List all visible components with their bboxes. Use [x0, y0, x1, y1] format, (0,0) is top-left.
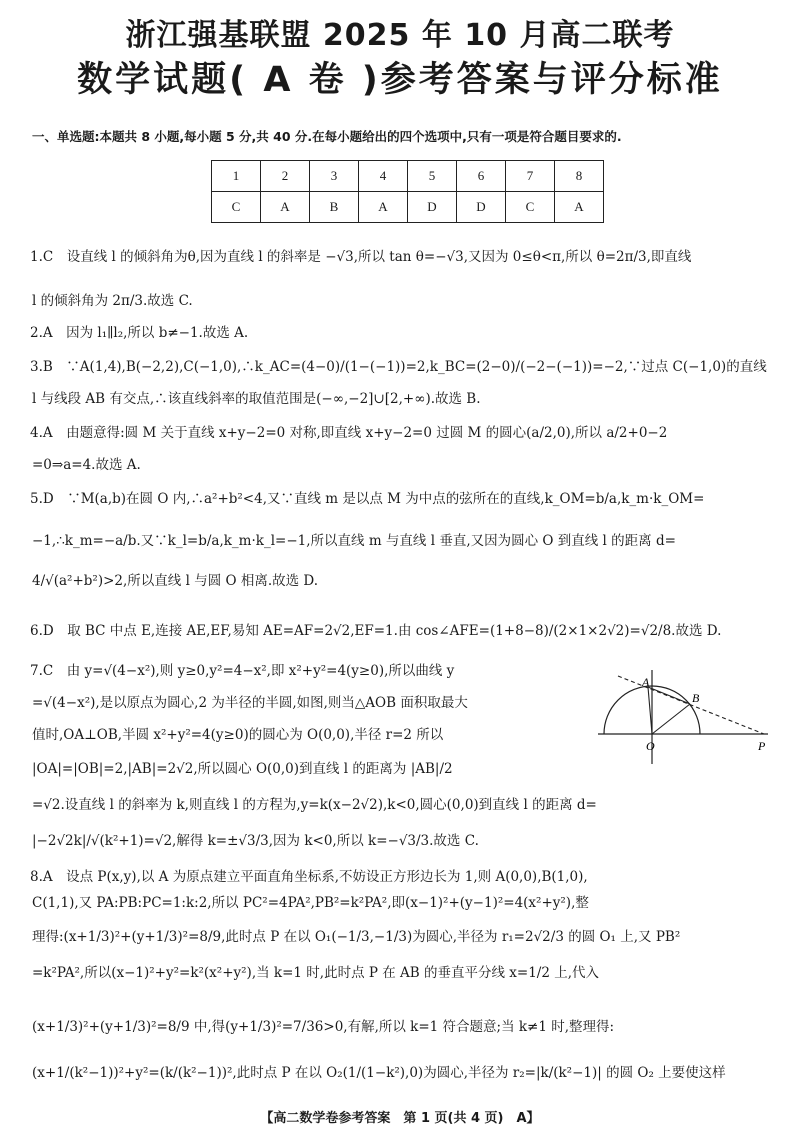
answer-table-numbers — [212, 161, 604, 192]
solution-3-line-2: l 与线段 AB 有交点,∴该直线斜率的取值范围是(−∞,−2]∪[2,+∞).故选 B. — [32, 391, 481, 407]
question-number: 4 — [359, 161, 408, 192]
solution-8-line-4: =k²PA²,所以(x−1)²+y²=k²(x²+y²),当 k=1 时,此时点 P 在 AB 的垂直平分线 x=1/2 上,代入 — [32, 965, 600, 981]
solution-7-line-1: 7.C 由 y=√(4−x²),则 y≥0,y²=4−x²,即 x²+y²=4(y≥0),所以曲线 y — [30, 663, 455, 679]
solution-7-line-2: =√(4−x²),是以原点为圆心,2 为半径的半圆,如图,则当△AOB 面积取最大 — [32, 695, 468, 711]
line-l — [618, 676, 764, 734]
solution-6: 6.D 取 BC 中点 E,连接 AE,EF,易知 AE=AF=2√2,EF=1.由 cos∠AFE=(1+8−8)/(2×1×2√2)=√2/8.故选 D. — [30, 623, 722, 639]
question-number: 7 — [506, 161, 555, 192]
solution-7-line-3: 值时,OA⊥OB,半圆 x²+y²=4(y≥0)的圆心为 O(0,0),半径 r=2 所以 — [32, 727, 444, 743]
solution-1-line-2: l 的倾斜角为 2π/3.故选 C. — [32, 293, 193, 309]
answer-choice: B — [310, 192, 359, 223]
answer-table-choices — [212, 192, 604, 223]
question-number: 2 — [261, 161, 310, 192]
question-number: 5 — [408, 161, 457, 192]
page-title: 浙江强基联盟 2025 年 10 月高二联考 — [125, 18, 675, 53]
solution-5-line-1: 5.D ∵M(a,b)在圆 O 内,∴a²+b²<4,又∵直线 m 是以点 M 为中点的弦所在的直线,k_OM=b/a,k_m·k_OM= — [30, 491, 705, 507]
question-number: 8 — [555, 161, 604, 192]
solution-7-line-5: =√2.设直线 l 的斜率为 k,则直线 l 的方程为,y=k(x−2√2),k<0,圆心(0,0)到直线 l 的距离 d= — [32, 797, 597, 813]
page-footer: 【高二数学卷参考答案 第 1 页(共 4 页) A】 — [260, 1111, 540, 1126]
answer-choice: A — [555, 192, 604, 223]
solution-8-line-2: C(1,1),又 PA:PB:PC=1:k:2,所以 PC²=4PA²,PB²=k²PA²,即(x−1)²+(y−1)²=4(x²+y²),整 — [32, 895, 589, 911]
solution-8-line-3: 理得:(x+1/3)²+(y+1/3)²=8/9,此时点 P 在以 O₁(−1/3,−1/3)为圆心,半径为 r₁=2√2/3 的圆 O₁ 上,又 PB² — [32, 929, 681, 945]
solution-8-line-1: 8.A 设点 P(x,y),以 A 为原点建立平面直角坐标系,不妨设正方形边长为 1,则 A(0,0),B(1,0), — [30, 869, 588, 885]
page-subtitle: 数学试题( A 卷 )参考答案与评分标准 — [77, 60, 723, 100]
answer-choice: C — [212, 192, 261, 223]
label-o: O — [646, 739, 655, 753]
solution-5-line-3: 4/√(a²+b²)>2,所以直线 l 与圆 O 相离.故选 D. — [32, 573, 319, 589]
solution-4-line-1: 4.A 由题意得:圆 M 关于直线 x+y−2=0 对称,即直线 x+y−2=0 过圆 M 的圆心(a/2,0),所以 a/2+0−2 — [30, 425, 668, 441]
section-heading: 一、单选题:本题共 8 小题,每小题 5 分,共 40 分.在每小题给出的四个选项中,只有一项是符合题目要求的. — [32, 129, 622, 144]
segment-ob — [652, 704, 690, 734]
solution-2: 2.A 因为 l₁∥l₂,所以 b≠−1.故选 A. — [30, 325, 249, 341]
solution-7-line-4: |OA|=|OB|=2,|AB|=2√2,所以圆心 O(0,0)到直线 l 的距离为 |AB|/2 — [32, 761, 453, 777]
solution-1-line-1: 1.C 设直线 l 的倾斜角为θ,因为直线 l 的斜率是 −√3,所以 tan θ=−√3,又因为 0≤θ<π,所以 θ=2π/3,即直线 — [30, 249, 692, 265]
question-number: 3 — [310, 161, 359, 192]
answer-choice: D — [408, 192, 457, 223]
solution-8-line-5: (x+1/3)²+(y+1/3)²=8/9 中,得(y+1/3)²=7/36>0,有解,所以 k=1 符合题意;当 k≠1 时,整理得: — [32, 1019, 615, 1035]
solution-5-line-2: −1,∴k_m=−a/b.又∵k_l=b/a,k_m·k_l=−1,所以直线 m 与直线 l 垂直,又因为圆心 O 到直线 l 的距离 d= — [32, 533, 676, 549]
answer-choice: D — [457, 192, 506, 223]
label-p: P — [758, 739, 766, 753]
label-a: A — [642, 675, 650, 689]
semicircle-figure — [596, 668, 772, 764]
solution-7-line-6: |−2√2k|/√(k²+1)=√2,解得 k=±√3/3,因为 k<0,所以 k=−√3/3.故选 C. — [32, 833, 479, 849]
solution-3-line-1: 3.B ∵A(1,4),B(−2,2),C(−1,0),∴k_AC=(4−0)/(1−(−1))=2,k_BC=(2−0)/(−2−(−1))=−2,∵过点 C(−1,0)的直线 — [30, 359, 767, 375]
question-number: 6 — [457, 161, 506, 192]
label-b: B — [692, 691, 700, 705]
answer-choice: C — [506, 192, 555, 223]
answer-table — [211, 160, 604, 223]
question-number: 1 — [212, 161, 261, 192]
solution-4-line-2: =0⇒a=4.故选 A. — [32, 457, 141, 473]
solution-8-line-6: (x+1/(k²−1))²+y²=(k/(k²−1))²,此时点 P 在以 O₂(1/(1−k²),0)为圆心,半径为 r₂=|k/(k²−1)| 的圆 O₂ 上要使这样 — [32, 1065, 726, 1081]
answer-choice: A — [261, 192, 310, 223]
answer-choice: A — [359, 192, 408, 223]
